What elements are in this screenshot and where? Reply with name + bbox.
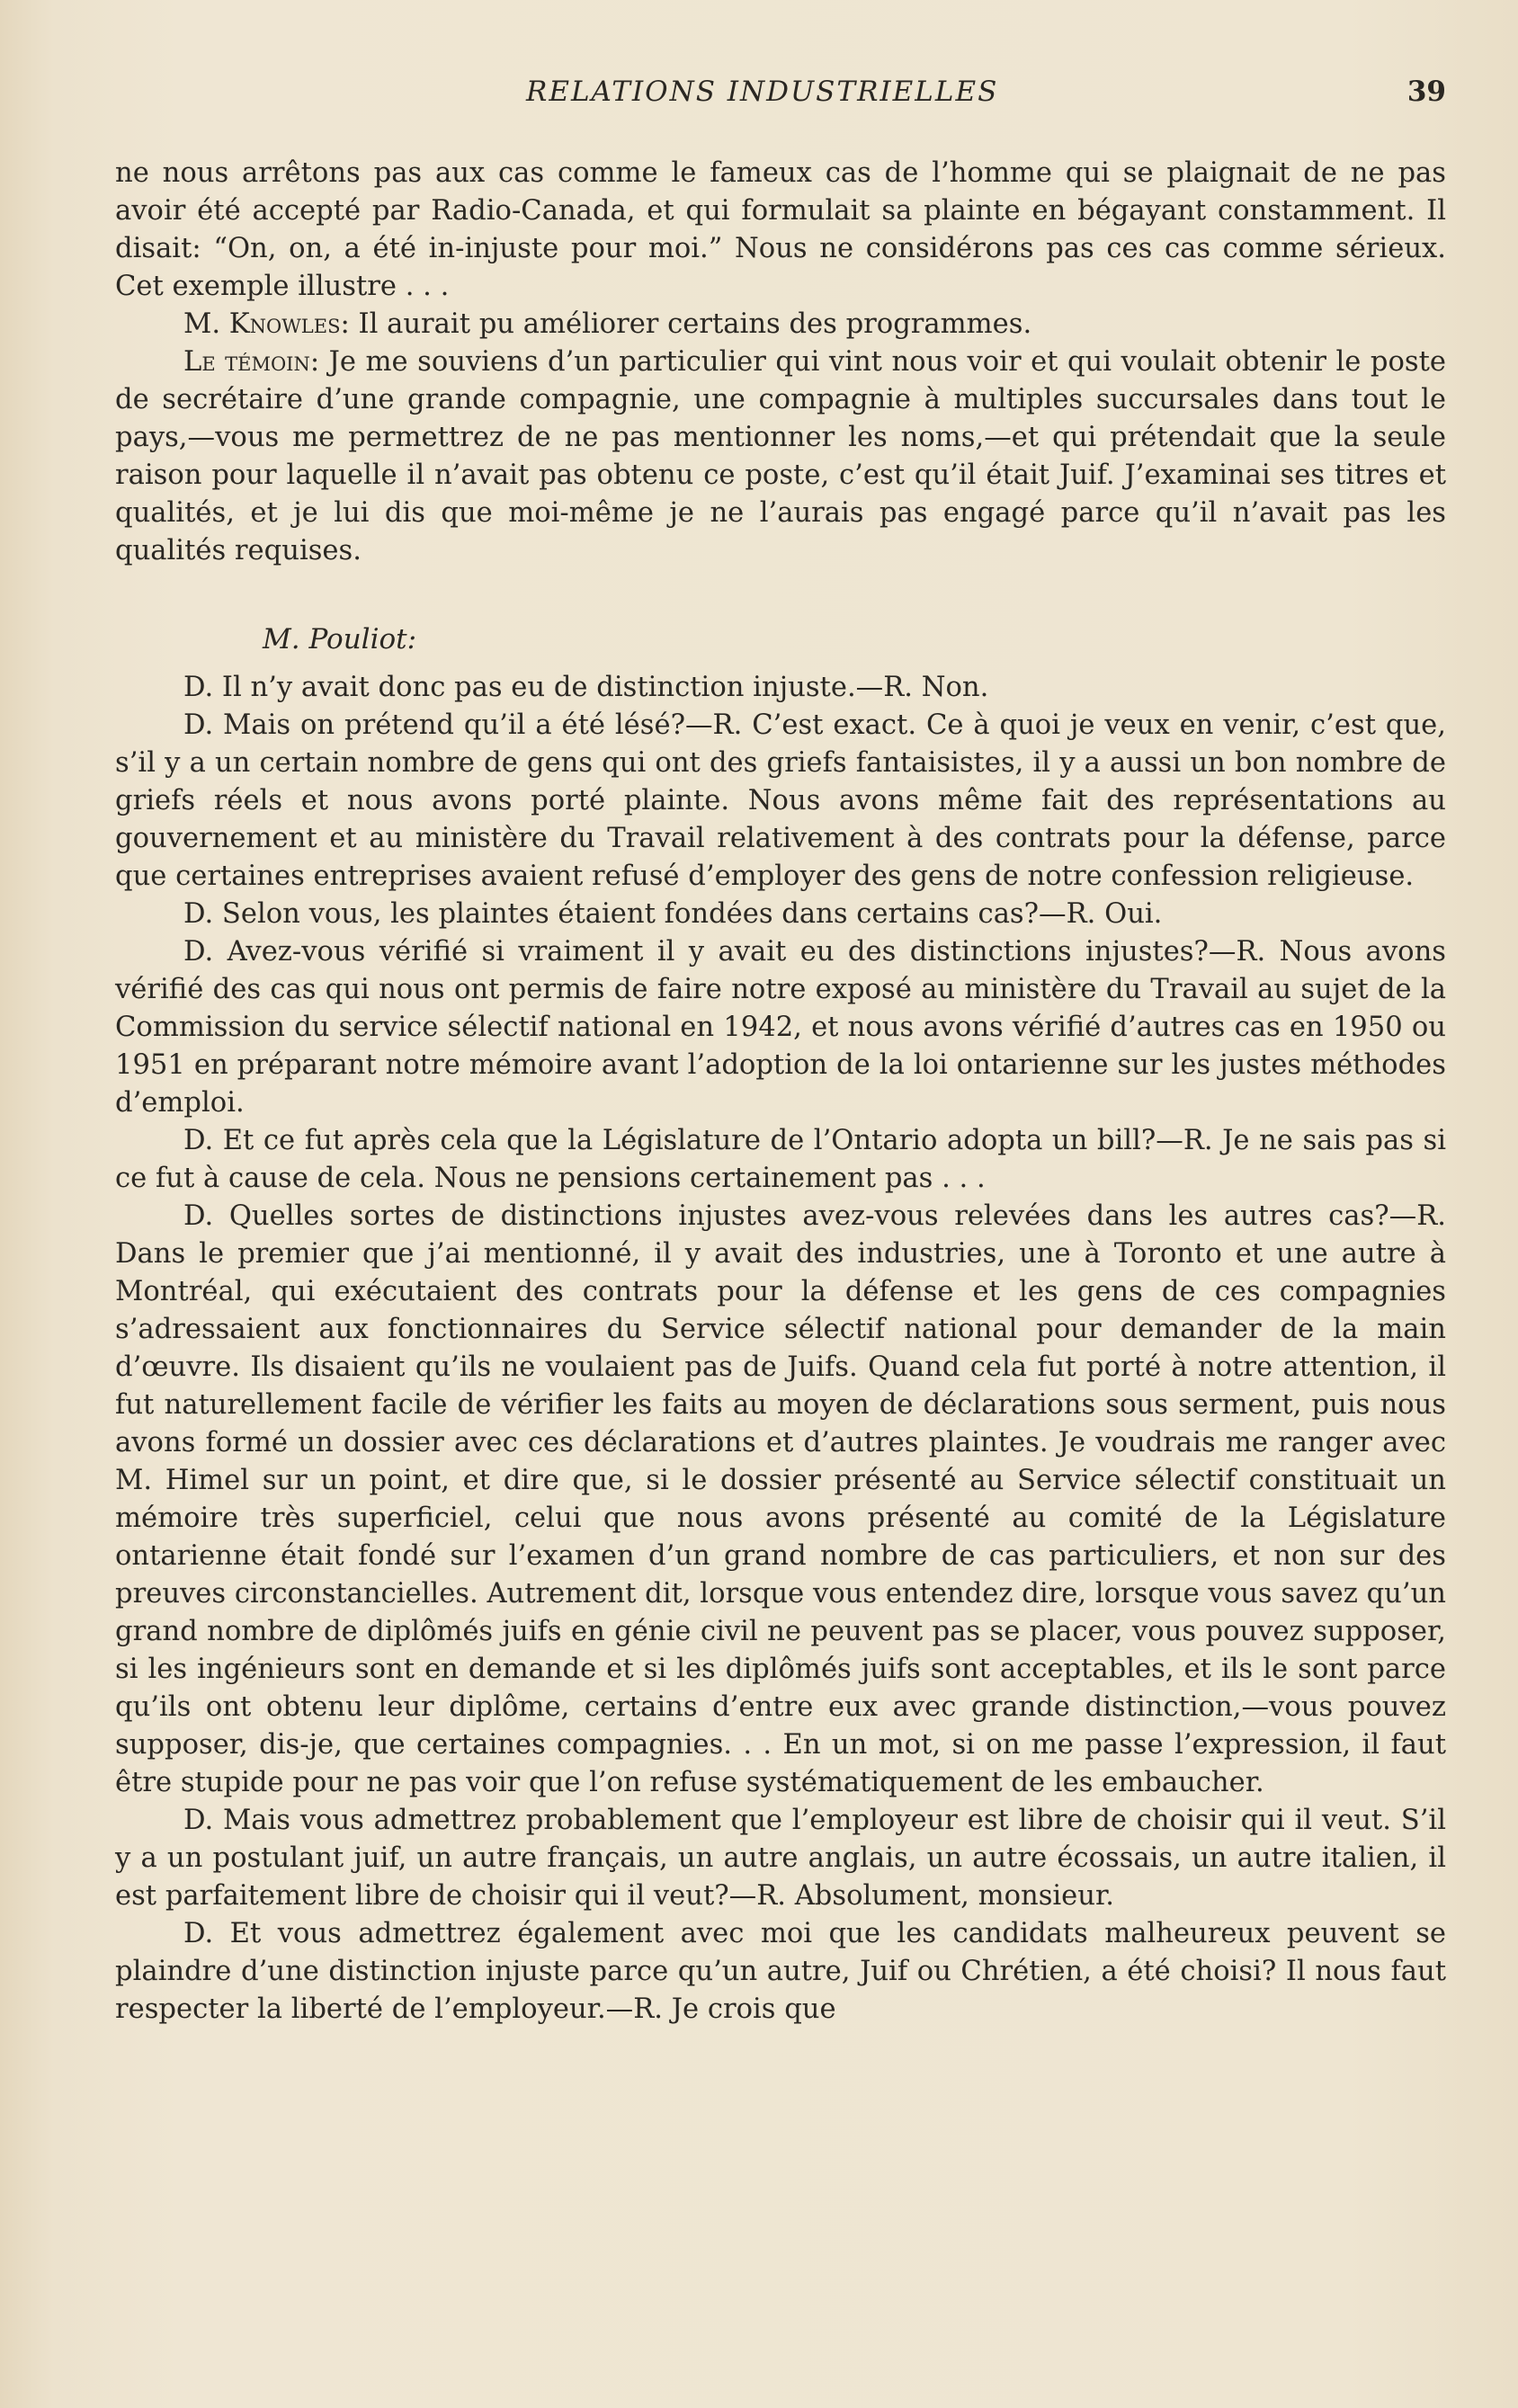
paragraph-text: Je me souviens d’un particulier qui vint nous voir et qui voulait obtenir le poste de secrétaire d’une grande compagnie, une compagnie à multiples succursales dans tout le pays,—vous me permettrez de ne pas mentionner les noms,—et qui prétendait que la seule raison pour laquelle il n’avait pas obtenu ce poste, c’est qu’il était Juif. J’examinai ses titres et qualités, et je lui dis que moi-même je ne l’aurais pas engagé parce qu’il n’avait pas les qualités requises. <box>115 346 1446 566</box>
paragraph <box>115 306 1446 343</box>
paragraph: D. Mais on prétend qu’il a été lésé?—R. C’est exact. Ce à quoi je veux en venir, c’est que, s’il y a un certain nombre de gens qui ont des griefs fantaisistes, il y a aussi un bon nombre de griefs réels et nous avons porté plainte. Nous avons même fait des représentations au gouvernement et au ministère du Travail relativement à des contrats pour la défense, parce que certaines entreprises avaient refusé d’employer des gens de notre confession religieuse. <box>115 709 1446 892</box>
paragraph: ne nous arrêtons pas aux cas comme le fameux cas de l’homme qui se plaignait de ne pas avoir été accepté par Radio-Canada, et qui formulait sa plainte en bégayant constamment. Il disait: “On, on, a été in-injuste pour moi.” Nous ne considérons pas ces cas comme sérieux. Cet exemple illustre . . . <box>115 157 1446 302</box>
page-header <box>115 76 1446 115</box>
paragraph: D. Quelles sortes de distinctions injustes avez-vous relevées dans les autres cas?—R. Dans le premier que j’ai mentionné, il y avait des industries, une à Toronto et une autre à Montréal, qui exécutaient des contrats pour la défense et les gens de ces compagnies s’adressaient aux fonctionnaires du Service sélectif national pour demander de la main d’œuvre. Ils disaient qu’ils ne voulaient pas de Juifs. Quand cela fut porté à notre attention, il fut naturellement facile de vérifier les faits au moyen de déclarations sous serment, puis nous avons formé un dossier avec ces déclarations et d’autres plaintes. Je voudrais me ranger avec M. Himel sur un point, et dire que, si le dossier présenté au Service sélectif constituait un mémoire très superficiel, celui que nous avons présenté au comité de la Législature ontarienne était fondé sur l’examen d’un grand nombre de cas particuliers, et non sur des preuves circonstancielles. Autrement dit, lorsque vous entendez dire, lorsque vous savez qu’un grand nombre de diplômés juifs en génie civil ne peuvent pas se placer, vous pouvez supposer, si les ingénieurs sont en demande et si les diplômés juifs sont acceptables, et ils le sont parce qu’ils ont obtenu leur diplôme, certains d’entre eux avec grande distinction,—vous pouvez supposer, dis-je, que certaines compagnies. . . En un mot, si on me passe l’expression, il faut être stupide pour ne pas voir que l’on refuse systématiquement de les embaucher. <box>115 1200 1446 1798</box>
running-title: RELATIONS INDUSTRIELLES <box>526 76 999 108</box>
paragraph: D. Et vous admettrez également avec moi que les candidats malheureux peuvent se plaindre d’une distinction injuste parce qu’un autre, Juif ou Chrétien, a été choisi? Il nous faut respecter la liberté de l’employeur.—R. Je crois que <box>115 1918 1446 2025</box>
speaker-label: Le témoin: <box>183 346 320 378</box>
speaker-label: M. Knowles: <box>183 308 350 340</box>
paragraph: D. Et ce fut après cela que la Législature de l’Ontario adopta un bill?—R. Je ne sais pas si ce fut à cause de cela. Nous ne pensions certainement pas . . . <box>115 1125 1446 1194</box>
paragraph <box>115 343 1446 570</box>
section-heading: M. Pouliot: <box>263 623 417 656</box>
paragraph: D. Mais vous admettrez probablement que l’employeur est libre de choisir qui il veut. S’il y a un postulant juif, un autre français, un autre anglais, un autre écossais, un autre italien, il est parfaitement libre de choisir qui il veut?—R. Absolument, monsieur. <box>115 1805 1446 1912</box>
paragraph: D. Avez-vous vérifié si vraiment il y avait eu des distinctions injustes?—R. Nous avons vérifié des cas qui nous ont permis de faire notre exposé au ministère du Travail au sujet de la Commission du service sélectif national en 1942, et nous avons vérifié d’autres cas en 1950 ou 1951 en préparant notre mémoire avant l’adoption de la loi ontarienne sur les justes méthodes d’emploi. <box>115 936 1446 1119</box>
paragraph-text: Il aurait pu améliorer certains des programmes. <box>349 308 1032 340</box>
paragraph: D. Il n’y avait donc pas eu de distinction injuste.—R. Non. <box>183 672 989 703</box>
page-number: 39 <box>1406 76 1446 108</box>
body-text <box>115 155 1446 2029</box>
paragraph: D. Selon vous, les plaintes étaient fondées dans certains cas?—R. Oui. <box>183 898 1163 930</box>
